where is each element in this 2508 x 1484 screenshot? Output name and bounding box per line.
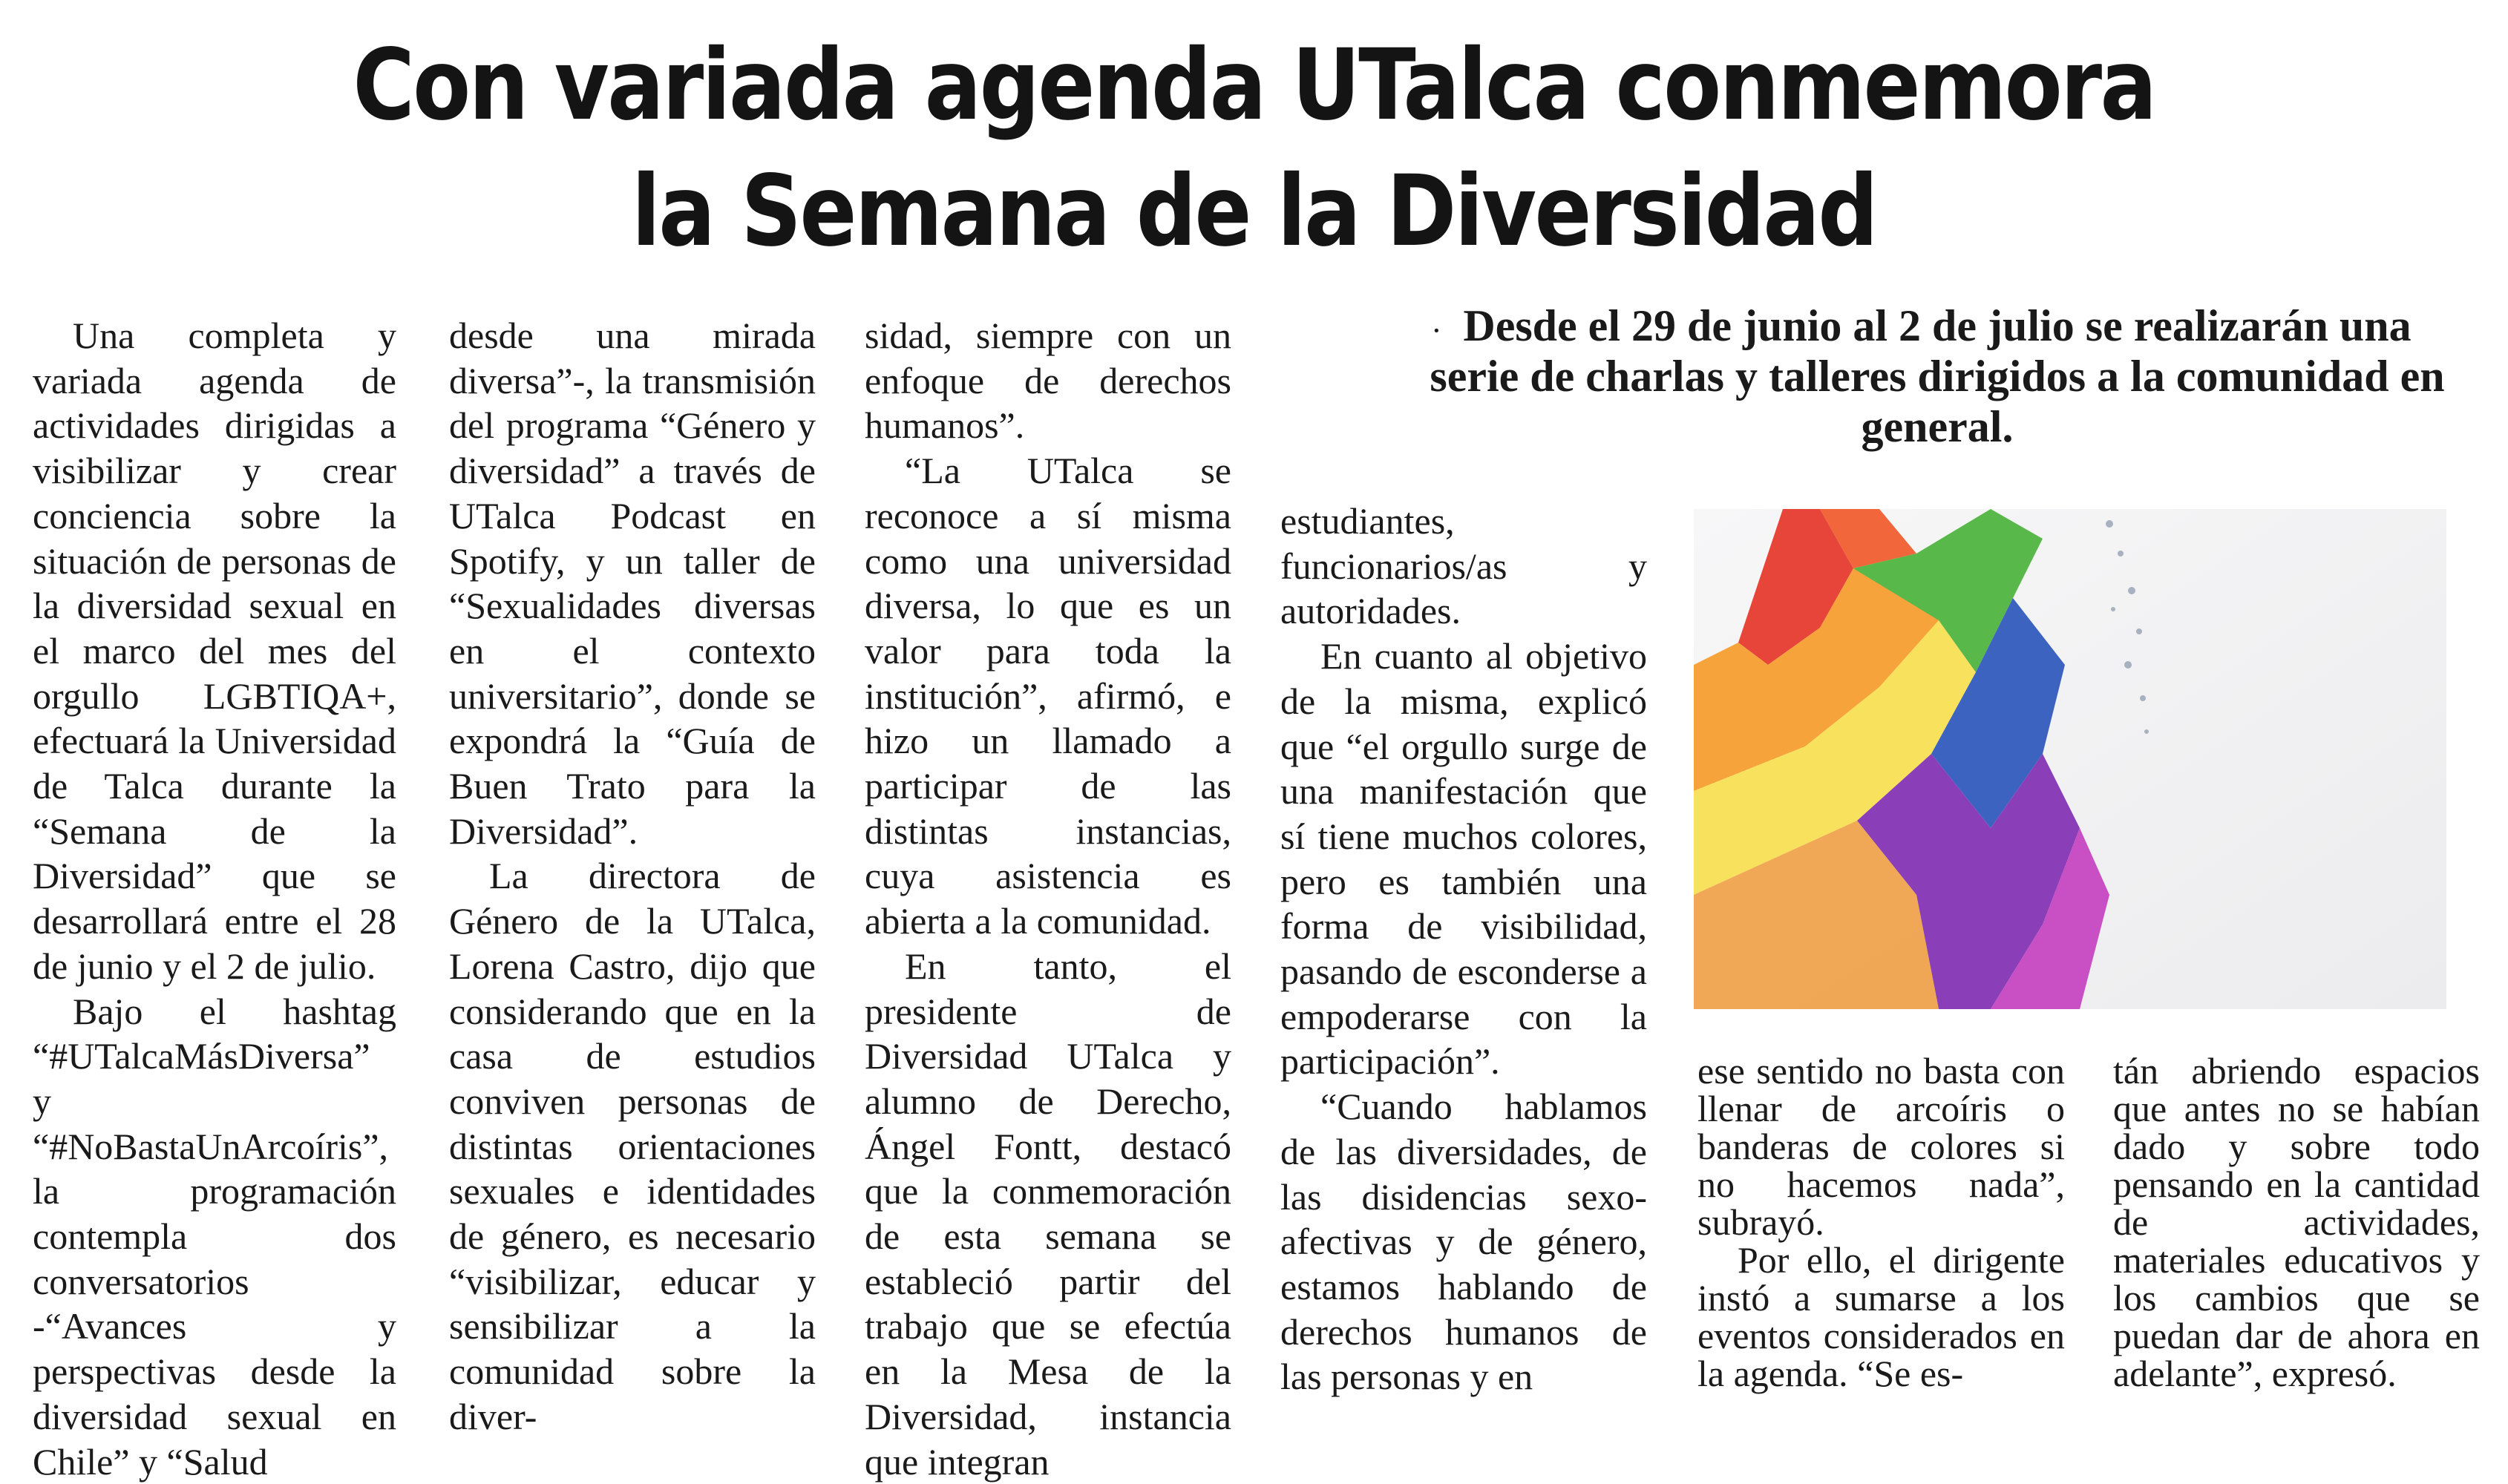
article-column-1 — [33, 313, 396, 1484]
subhead: Desde el 29 de junio al 2 de julio se realizarán una serie de charlas y talleres dirigidos a la comunidad en general. — [1430, 301, 2445, 451]
paragraph: estudiantes, funcionarios/as y autoridades. — [1280, 500, 1647, 632]
headline-line-1: Con variada agenda UTalca conmemora — [353, 28, 2155, 142]
article-column-3 — [865, 313, 1231, 1484]
paragraph: desde una mirada diversa”-, la transmisión del programa “Género y diversidad” a través de UTalca Podcast en Spotify, y un taller de “Sexualidades diversas en el contexto universitario”, donde se expondrá la “Guía de Buen Trato para la Diversidad”. — [449, 315, 816, 852]
paragraph: sidad, siempre con un enfoque de derechos humanos”. — [865, 315, 1231, 447]
article-column-4 — [1280, 499, 1647, 1399]
paragraph: La directora de Género de la UTalca, Lorena Castro, dijo que considerando que en la casa de estudios conviven personas de distintas orientaciones sexuales e identidades de género, es necesario “visibilizar, educar y sensibilizar a la comunidad sobre la diver- — [449, 855, 816, 1437]
rainbow-flag-photo-icon — [1694, 509, 2446, 1009]
headline-line-2: la Semana de la Diversidad — [631, 154, 1877, 269]
rainbow-flag-photo — [1694, 509, 2446, 1009]
paragraph: “La UTalca se reconoce a sí misma como una universidad diversa, lo que es un valor para toda la institución”, afirmó, e hizo un llamado a participar de las distintas instancias, cuya asistencia es abierta a la comunidad. — [865, 450, 1231, 942]
article-column-5 — [1697, 1052, 2065, 1393]
paragraph: ese sentido no basta con llenar de arcoíris o banderas de colores si no hacemos nada”, subrayó. — [1697, 1050, 2065, 1243]
article-column-2 — [449, 313, 816, 1439]
subhead-bullet: · — [1431, 312, 1442, 349]
paragraph: Por ello, el dirigente instó a sumarse a los eventos considerados en la agenda. “Se es- — [1697, 1239, 2065, 1394]
paragraph: Bajo el hashtag “#UTalcaMásDiversa” y “#NoBastaUnArcoíris”, la programación contempla dos conversatorios -“Avances y perspectivas desde la diversidad sexual en Chile” y “Salud — [33, 990, 396, 1483]
paragraph: En cuanto al objetivo de la misma, explicó que “el orgullo surge de una manifestación que sí tiene muchos colores, pero es también una forma de visibilidad, pasando de esconderse a empoderarse con la participación”. — [1280, 635, 1647, 1083]
paragraph: “Cuando hablamos de las diversidades, de las disidencias sexo-afectivas y de género, estamos hablando de derechos humanos de las personas y en — [1280, 1086, 1647, 1398]
paragraph: Una completa y variada agenda de actividades dirigidas a visibilizar y crear conciencia sobre la situación de personas de la diversidad sexual en el marco del mes del orgullo LGBTIQA+, efectuará la Universidad de Talca durante la “Semana de la Diversidad” que se desarrollará entre el 28 de junio y el 2 de julio. — [33, 315, 396, 987]
headline — [176, 22, 2333, 275]
paragraph: tán abriendo espacios que antes no se habían dado y sobre todo pensando en la cantidad de actividades, materiales educativos y los cambios que se puedan dar de ahora en adelante”, expresó. — [2113, 1050, 2480, 1394]
article-column-6 — [2113, 1052, 2480, 1393]
paragraph: En tanto, el presidente de Diversidad UTalca y alumno de Derecho, Ángel Fontt, destacó que la conmemoración de esta semana se estableció partir del trabajo que se efectúa en la Mesa de la Diversidad, instancia que integran — [865, 945, 1231, 1483]
